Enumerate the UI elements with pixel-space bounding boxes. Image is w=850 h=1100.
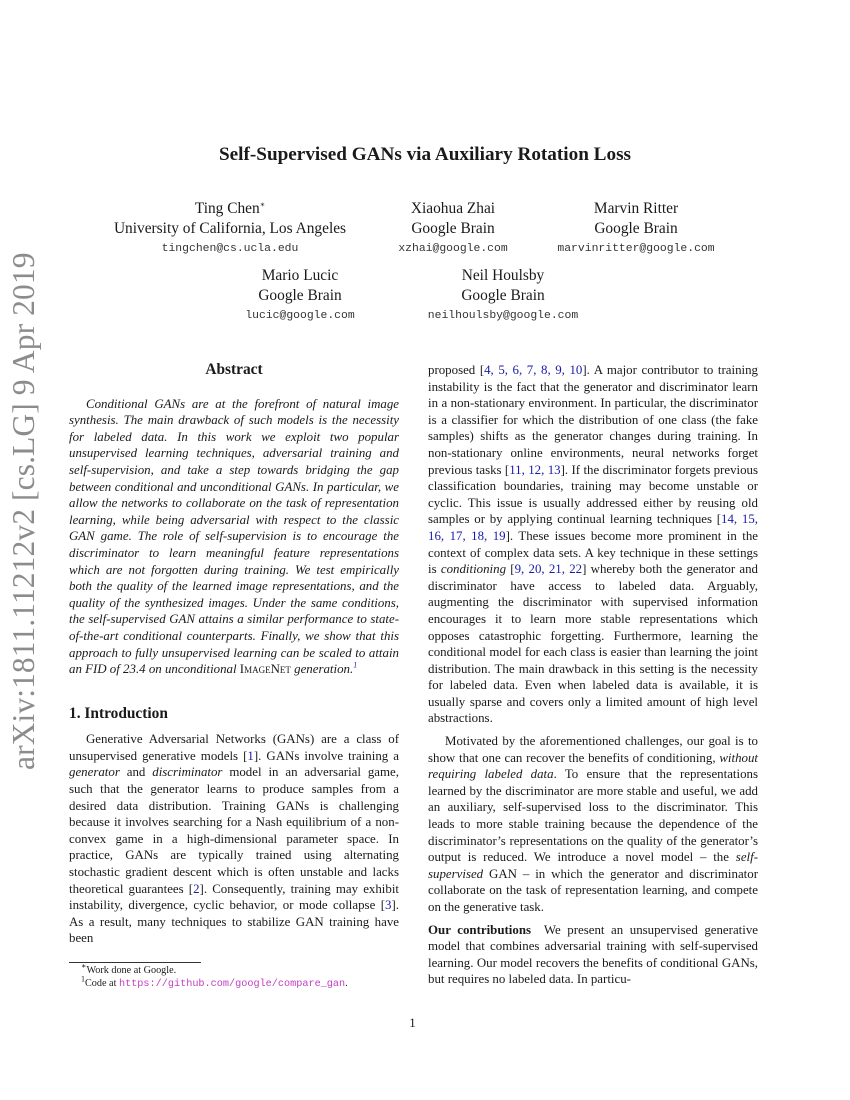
introduction-heading: 1. Introduction xyxy=(69,704,168,722)
citation-link[interactable]: 14, 15, 16, 17, 18, 19 xyxy=(428,512,758,543)
footnote-marker: ∗ xyxy=(81,961,87,971)
footnote-marker: 1 xyxy=(81,975,85,985)
author-affiliation: Google Brain xyxy=(411,220,495,237)
citation-link[interactable]: 9, 20, 21, 22 xyxy=(514,562,583,577)
text-run: Generative Adversarial Networks (GANs) are a class of unsupervised generative models [ xyxy=(69,732,399,763)
text-run: [ xyxy=(506,562,515,577)
author-name: Marvin Ritter xyxy=(593,200,679,217)
footnote-text-end: . xyxy=(345,978,348,990)
citation-link[interactable]: 3 xyxy=(385,898,392,913)
author-email[interactable]: xzhai@google.com xyxy=(398,243,508,255)
text-run: GAN – in which the generator and discriminator collaborate on the task of representation learning, and compete on the generative task. xyxy=(428,866,758,914)
abstract-imagenet-term: ImageNet xyxy=(239,662,291,677)
emphasis-without-labels: without requiring labeled data xyxy=(428,750,758,782)
abstract-footnote-link[interactable]: 1 xyxy=(353,660,358,670)
emphasis-self-supervised: self-supervised xyxy=(428,850,758,881)
emphasis-conditioning: conditioning xyxy=(440,562,507,577)
author-email[interactable]: marvinritter@google.com xyxy=(557,243,715,255)
author-name xyxy=(98,199,362,219)
emphasis-generator: generator xyxy=(69,765,120,780)
footnotes xyxy=(69,961,409,992)
text-run: model in an adversarial game, such that the generator learns to produce samples from a desired data distribution. Training GANs is challenging because it involves searching for a Nash equilibrium of a non-convex game in a high-dimensional parameter space. In practice, GANs are typically trained using alternating stochastic gradient descent which is often unstable and lacks theoretical guarantees [ xyxy=(69,765,399,896)
footnote-text: Code at xyxy=(85,978,119,990)
text-run: ]. If the discriminator forgets previous classification boundaries, training may become unstable or cyclic. This issue is usually addressed either by reusing old samples or by applying continual learning techniques [ xyxy=(428,462,758,527)
page-number: 1 xyxy=(409,1016,416,1030)
text-run: ]. A major contributor to training instability is the fact that the generator and discriminator learn in a non-stationary environment. In particular, the discriminator is a classifier for which the distribution of one class (the fake samples) shifts as the generator changes during training. In non-stationary online environments, neural networks forget previous tasks [ xyxy=(428,363,758,477)
introduction-paragraph-1 xyxy=(69,731,399,947)
introduction-paragraph-1-continued xyxy=(428,362,758,727)
citation-link[interactable]: 2 xyxy=(193,881,200,896)
author-email[interactable]: neilhoulsby@google.com xyxy=(427,310,579,322)
text-run: ]. GANs involve training a xyxy=(253,748,399,763)
emphasis-discriminator: discriminator xyxy=(152,765,223,780)
footnote-divider xyxy=(69,962,201,963)
author-block-neil-houlsby xyxy=(418,266,588,326)
author-name: Neil Houlsby xyxy=(461,267,545,284)
contributions-paragraph xyxy=(428,922,762,988)
author-name-text: Ting Chen xyxy=(194,200,260,217)
author-block-xiaohua-zhai xyxy=(383,199,523,259)
footnote-text: Work done at Google. xyxy=(86,965,177,976)
text-run: ]. These issues become more prominent in the context of complex data sets. A key technique in these settings is xyxy=(428,528,758,577)
footnote-work-done xyxy=(69,961,409,977)
citation-link[interactable]: 4, 5, 6, 7, 8, 9, 10 xyxy=(484,363,583,377)
text-run: ]. As a result, many techniques to stabilize GAN training have been xyxy=(69,898,399,946)
author-email[interactable]: lucic@google.com xyxy=(245,310,355,322)
citation-link[interactable]: 11, 12, 13 xyxy=(509,462,561,477)
introduction-paragraph-2 xyxy=(428,733,758,916)
author-affiliation: Google Brain xyxy=(258,287,342,304)
text-run: Motivated by the aforementioned challenges, our goal is to show that one can recover the benefits of conditioning, xyxy=(428,734,758,765)
abstract-text xyxy=(69,396,399,678)
text-run: and xyxy=(119,765,153,780)
author-affiliation: Google Brain xyxy=(594,220,678,237)
author-footnote-marker: ∗ xyxy=(259,199,266,209)
text-run: ]. Consequently, training may exhibit instability, divergence, cyclic behavior, or mode collapse [ xyxy=(69,881,399,913)
abstract-heading: Abstract xyxy=(205,361,263,378)
footnote-code xyxy=(69,977,409,991)
author-email[interactable]: tingchen@cs.ucla.edu xyxy=(161,243,299,255)
author-affiliation: University of California, Los Angeles xyxy=(113,220,347,237)
text-run: . To ensure that the representations learned by the discriminator are more stable and useful, we add an auxiliary, self-supervised loss to the discriminator. This leads to more stable training because the dependence of the discriminator’s representations on the quality of the generator’s output is reduced. We introduce a novel model – the xyxy=(428,767,758,865)
code-url-link[interactable]: https://github.com/google/compare_gan xyxy=(118,979,346,991)
text-run: proposed [ xyxy=(428,363,485,377)
paper-title: Self-Supervised GANs via Auxiliary Rotation Loss xyxy=(218,144,632,165)
author-block-marvin-ritter xyxy=(546,199,726,259)
arxiv-identifier-stamp: arXiv:1811.11212v2 [cs.LG] 9 Apr 2019 xyxy=(6,252,41,770)
abstract-body: Conditional GANs are at the forefront of natural image synthesis. The main drawback of such models is the necessity for labeled data. In this work we exploit two popular unsupervised learning techniques, adversarial training and self-supervision, and take a step towards bridging the gap between conditional and unconditional GANs. In particular, we allow the networks to collaborate on the task of representation learning, while being adversarial with respect to the classic GAN game. The role of self-supervision is to encourage the discriminator to learn meaningful feature representations which are not forgotten during training. We test empirically both the quality of the learned image representations, and the quality of the synthesized images. Under the same conditions, the self-supervised GAN attains a similar performance to state-of-the-art conditional counterparts. Finally, we show that this approach to fully unsupervised learning can be scaled to attain an FID of 23.4 on unconditional xyxy=(69,396,399,677)
author-name: Xiaohua Zhai xyxy=(410,200,496,217)
left-column xyxy=(69,362,399,947)
text-run: We present an unsupervised generative model that combines adversarial training with self-supervised learning. Our model recovers the benefits of conditional GANs, but requires no labeled data. In particu- xyxy=(428,922,762,987)
author-block-mario-lucic xyxy=(230,266,370,326)
citation-link[interactable]: 1 xyxy=(247,748,254,763)
right-column xyxy=(428,362,762,988)
author-affiliation: Google Brain xyxy=(461,287,545,304)
text-run: ] whereby both the generator and discriminator have access to labeled data. Arguably, augmenting the discriminator with supervised information encourages it to learn more stable representations which opposes catastrophic forgetting. Furthermore, learning the conditional model for each class is easier than learning the joint distribution. The main drawback in this setting is the necessity for labeled data. Even when labeled data is available, it is usually sparse and covers only a limited amount of high level abstractions. xyxy=(428,562,759,726)
contributions-run-in-heading: Our contributions xyxy=(428,922,532,937)
abstract-body-end: generation. xyxy=(290,662,354,677)
author-block-ting-chen xyxy=(98,199,362,259)
author-name: Mario Lucic xyxy=(261,267,339,284)
